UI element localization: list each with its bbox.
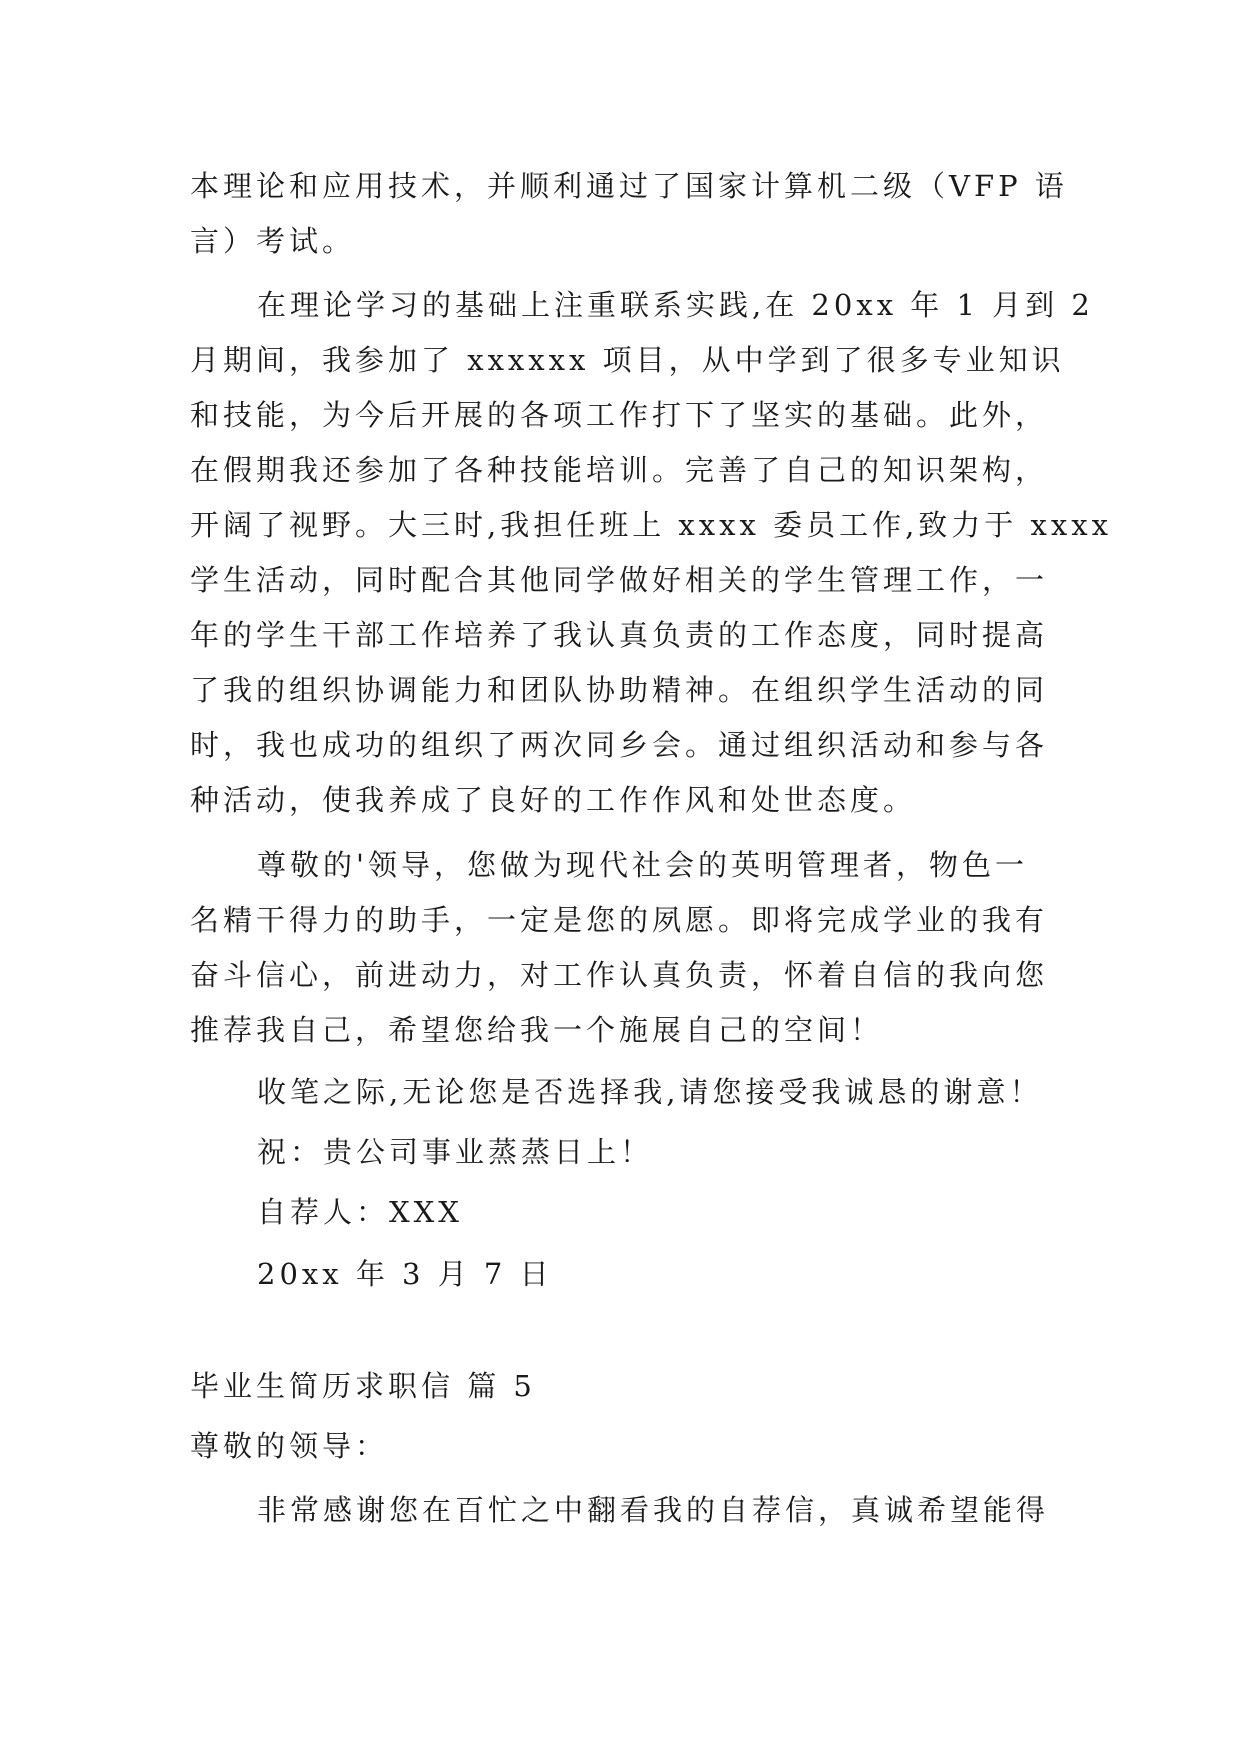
body-line: 年的学生干部工作培养了我认真负责的工作态度，同时提高 (190, 618, 1049, 652)
paragraph-first-line: 在理论学习的基础上注重联系实践,在 20xx 年 1 月到 2 (257, 288, 1094, 322)
paragraph-first-line: 尊敬的'领导，您做为现代社会的英明管理者，物色一 (257, 848, 1028, 882)
wish-line: 祝：贵公司事业蒸蒸日上！ (257, 1135, 654, 1169)
body-line: 在假期我还参加了各种技能培训。完善了自己的知识架构， (190, 453, 1049, 487)
paragraph-first-line: 非常感谢您在百忙之中翻看我的自荐信，真诚希望能得 (257, 1493, 1050, 1527)
body-line: 学生活动，同时配合其他同学做好相关的学生管理工作，一 (190, 563, 1049, 597)
body-line: 名精干得力的助手，一定是您的夙愿。即将完成学业的我有 (190, 903, 1049, 937)
signature-line: 自荐人：XXX (257, 1195, 463, 1229)
body-line: 月期间，我参加了 xxxxxx 项目，从中学到了很多专业知识 (190, 343, 1065, 377)
body-line: 言）考试。 (190, 224, 356, 258)
body-line: 时，我也成功的组织了两次同乡会。通过组织活动和参与各 (190, 728, 1049, 762)
body-line: 种活动，使我养成了良好的工作作风和处世态度。 (190, 783, 917, 817)
salutation-line: 尊敬的领导： (190, 1429, 389, 1463)
date-line: 20xx 年 3 月 7 日 (257, 1257, 553, 1291)
body-line: 和技能，为今后开展的各项工作打下了坚实的基础。此外， (190, 398, 1049, 432)
body-line: 本理论和应用技术，并顺利通过了国家计算机二级（VFP 语 (190, 169, 1068, 203)
body-line: 推荐我自己，希望您给我一个施展自己的空间！ (190, 1013, 884, 1047)
closing-line: 收笔之际,无论您是否选择我,请您接受我诚恳的谢意！ (257, 1075, 1043, 1109)
body-line: 了我的组织协调能力和团队协助精神。在组织学生活动的同 (190, 673, 1049, 707)
body-line: 开阔了视野。大三时,我担任班上 xxxx 委员工作,致力于 xxxx (190, 508, 1112, 542)
section-heading: 毕业生简历求职信 篇 5 (190, 1369, 536, 1403)
body-line: 奋斗信心，前进动力，对工作认真负责，怀着自信的我向您 (190, 958, 1049, 992)
